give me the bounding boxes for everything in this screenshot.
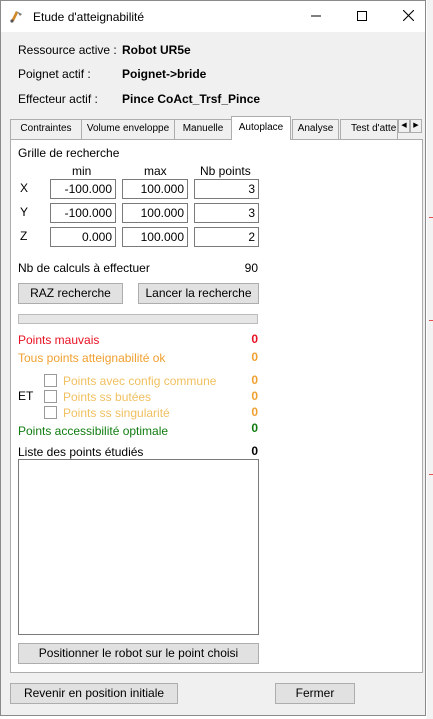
z-max-field[interactable]: 100.000 bbox=[122, 227, 188, 247]
col-min-header: min bbox=[72, 164, 92, 178]
no-singularity-label: Points ss singularité bbox=[63, 406, 170, 420]
no-singularity-count: 0 bbox=[251, 405, 258, 419]
resource-label: Ressource active : bbox=[18, 43, 117, 57]
grid-title: Grille de recherche bbox=[18, 146, 120, 160]
tab-test-atteignabilite[interactable]: Test d'atte bbox=[340, 119, 398, 139]
tab-volume-enveloppe[interactable]: Volume enveloppe bbox=[81, 119, 175, 139]
calc-count-value: 90 bbox=[244, 261, 258, 275]
launch-search-button[interactable]: Lancer la recherche bbox=[138, 283, 259, 304]
studied-points-count: 0 bbox=[251, 444, 258, 458]
tab-contraintes[interactable]: Contraintes bbox=[10, 119, 82, 139]
minimize-icon bbox=[311, 11, 321, 21]
search-progress-bar bbox=[18, 314, 258, 324]
chevron-right-icon: ▶ bbox=[413, 122, 419, 129]
no-stops-checkbox[interactable] bbox=[44, 390, 57, 403]
y-min-field[interactable]: -100.000 bbox=[50, 203, 116, 223]
common-config-label: Points avec config commune bbox=[63, 374, 217, 388]
bad-points-count: 0 bbox=[251, 332, 258, 346]
no-singularity-checkbox[interactable] bbox=[44, 406, 57, 419]
resource-value: Robot UR5e bbox=[122, 43, 191, 57]
common-config-checkbox[interactable] bbox=[44, 374, 57, 387]
tab-scroll-left-button[interactable] bbox=[398, 119, 410, 133]
optimal-points-count: 0 bbox=[251, 421, 258, 435]
close-button[interactable]: Fermer bbox=[275, 683, 355, 704]
col-nb-header: Nb points bbox=[200, 164, 251, 178]
axis-z-label: Z bbox=[20, 229, 28, 243]
chevron-left-icon: ◀ bbox=[401, 122, 407, 129]
x-nb-points-field[interactable]: 3 bbox=[194, 179, 259, 199]
axis-y-label: Y bbox=[20, 205, 29, 219]
background-window-strip bbox=[427, 0, 433, 719]
background-marker bbox=[429, 474, 433, 475]
axis-x-label: X bbox=[20, 181, 29, 195]
maximize-button[interactable] bbox=[339, 1, 385, 32]
tab-manuelle[interactable]: Manuelle bbox=[174, 119, 232, 139]
studied-points-label: Liste des points étudiés bbox=[18, 445, 144, 459]
col-max-header: max bbox=[144, 164, 167, 178]
maximize-icon bbox=[357, 11, 367, 21]
app-icon bbox=[9, 8, 25, 27]
reset-search-button[interactable]: RAZ recherche bbox=[18, 283, 123, 304]
ok-points-count: 0 bbox=[251, 350, 258, 364]
y-nb-points-field[interactable]: 3 bbox=[194, 203, 259, 223]
z-min-field[interactable]: 0.000 bbox=[50, 227, 116, 247]
x-min-field[interactable]: -100.000 bbox=[50, 179, 116, 199]
tab-autoplace[interactable]: Autoplace bbox=[231, 116, 291, 140]
effector-value: Pince CoAct_Trsf_Pince bbox=[122, 92, 261, 106]
title-bar[interactable] bbox=[1, 1, 425, 32]
window-title: Etude d'atteignabilité bbox=[33, 10, 145, 24]
studied-points-list[interactable] bbox=[18, 459, 259, 635]
position-robot-button[interactable]: Positionner le robot sur le point choisi bbox=[18, 643, 259, 664]
ok-points-label: Tous points atteignabilité ok bbox=[18, 351, 166, 365]
tab-analyse[interactable]: Analyse bbox=[292, 119, 339, 139]
close-icon bbox=[403, 10, 414, 21]
background-marker bbox=[429, 217, 433, 218]
tab-strip bbox=[10, 116, 424, 139]
x-max-field[interactable]: 100.000 bbox=[122, 179, 188, 199]
common-config-count: 0 bbox=[251, 373, 258, 387]
y-max-field[interactable]: 100.000 bbox=[122, 203, 188, 223]
optimal-points-label: Points accessibilité optimale bbox=[18, 424, 169, 438]
calc-count-label: Nb de calculs à effectuer bbox=[18, 261, 150, 275]
grip-label: Poignet actif : bbox=[18, 67, 91, 81]
background-marker bbox=[429, 320, 433, 321]
no-stops-label: Points ss butées bbox=[63, 390, 152, 404]
minimize-button[interactable] bbox=[293, 1, 339, 32]
close-window-button[interactable] bbox=[385, 1, 431, 32]
no-stops-count: 0 bbox=[251, 389, 258, 403]
tab-scroll-right-button[interactable] bbox=[410, 119, 422, 133]
z-nb-points-field[interactable]: 2 bbox=[194, 227, 259, 247]
back-initial-position-button[interactable]: Revenir en position initiale bbox=[10, 683, 178, 704]
effector-label: Effecteur actif : bbox=[18, 92, 98, 106]
grip-value: Poignet->bride bbox=[122, 67, 207, 81]
and-label: ET bbox=[18, 389, 34, 403]
bad-points-label: Points mauvais bbox=[18, 333, 100, 347]
